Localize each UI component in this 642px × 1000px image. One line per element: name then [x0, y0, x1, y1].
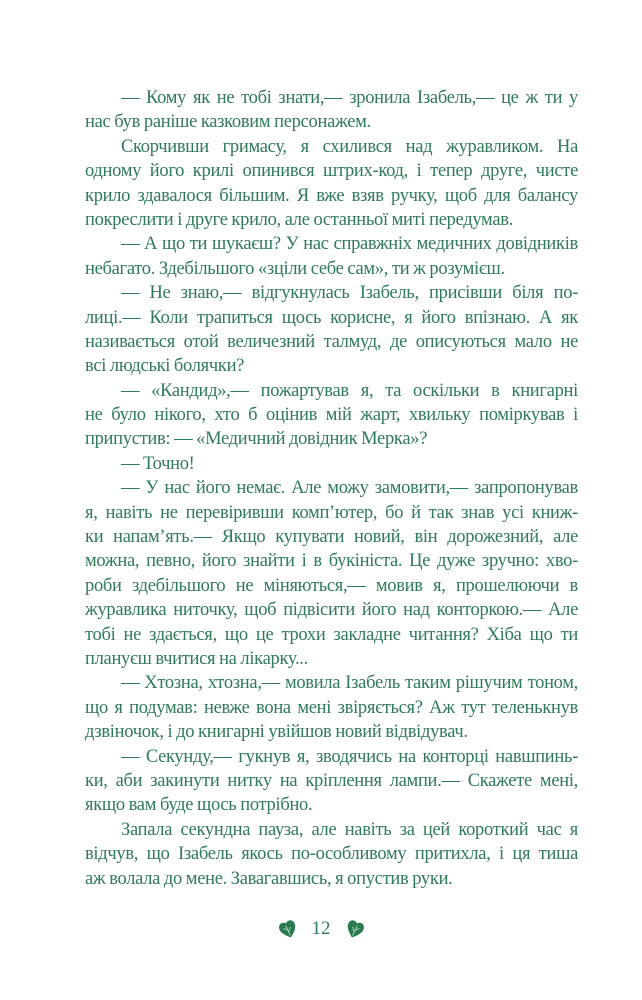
paragraph: [85, 452, 578, 476]
text-line: Скорчивши гримасу, я схилився над журавликом. На: [121, 136, 578, 157]
paragraph: [85, 86, 578, 135]
text-line: я, навіть не перевіривши комп’ютер, бо й так знав усі книж-: [85, 502, 578, 523]
text-line: — Хтозна, хтозна,— мовила Ізабель таким рішучим тоном,: [121, 673, 578, 694]
text-line: — Кому як не тобі знати,— зронила Ізабель,— це ж ти у: [121, 88, 578, 108]
text-line: — А що ти шукаєш? У нас справжніх медичних довідників: [121, 234, 578, 255]
paragraph: [85, 379, 578, 452]
text-line: ки, аби закинути нитку на кріплення лампи.— Скажете мені,: [85, 770, 578, 791]
paragraph: [85, 745, 578, 818]
text-line: Запала секундна пауза, але навіть за цей короткий час я: [121, 819, 578, 840]
text-line: — «Кандид»,— пожартував я, та оскільки в книгарні: [121, 380, 578, 401]
text-line: покреслити і друге крило, але останньої миті передумав.: [85, 209, 513, 230]
text-line: можна, певно, його знайти і в букініста. Це дуже зручно: хво-: [85, 551, 578, 572]
paragraph: [85, 818, 578, 891]
text-line: — Не знаю,— відгукнулась Ізабель, присівши біля по-: [121, 283, 578, 304]
text-line: тобі не здається, що це трохи закладне читання? Хіба що ти: [85, 624, 578, 645]
text-line: називається отой величезний талмуд, де описуються мало не: [85, 331, 578, 352]
page-footer: [0, 918, 642, 940]
text-line: — Секунду,— гукнув я, зводячись на конторці навшпинь-: [121, 746, 578, 767]
text-line: аж волала до мене. Завагавшись, я опустив руки.: [85, 868, 453, 889]
text-line: журавлика ниточку, щоб підвісити його над конторкою.— Але: [85, 600, 578, 621]
paragraph: [85, 671, 578, 744]
text-line: дзвіночок, і до книгарні увійшов новий відвідувач.: [85, 722, 468, 743]
text-line: відчув, що Ізабель якось по-особливому притихла, і ця тиша: [85, 844, 578, 865]
page-body-text: [85, 86, 578, 891]
paragraph: [85, 476, 578, 671]
text-line: плануєш вчитися на лікарку...: [85, 648, 308, 669]
paragraph: [85, 281, 578, 379]
leaf-icon: [278, 919, 298, 939]
text-line: — У нас його немає. Але можу замовити,— запропонував: [121, 478, 578, 499]
text-line: крило здавалося більшим. Я вже взяв ручку, щоб для балансу: [85, 185, 578, 206]
text-line: роби здебільшого не міняються,— мовив я, прошелюючи в: [85, 575, 578, 596]
text-line: небагато. Здебільшого «зціли себе сам», ти ж розумієш.: [85, 258, 505, 279]
text-line: нас був раніше казковим персонажем.: [85, 112, 371, 133]
page-number: 12: [311, 918, 331, 939]
text-line: одному його крилі опинився штрих-код, і тепер друге, чисте: [85, 161, 578, 182]
text-line: всі людські болячки?: [85, 356, 245, 377]
text-line: — Точно!: [121, 453, 195, 474]
text-line: якщо вам буде щось потрібно.: [85, 795, 313, 816]
text-line: лиці.— Коли трапиться щось корисне, я його впізнаю. А як: [85, 307, 578, 328]
text-line: ки напам’ять.— Якщо купувати новий, він дорожезний, але: [85, 527, 578, 548]
text-line: не було нікого, хто б оцінив мій жарт, хвильку поміркував і: [85, 405, 578, 426]
text-line: що я подумав: невже вона мені звіряється? Аж тут теленькнув: [85, 697, 578, 718]
paragraph: [85, 232, 578, 281]
leaf-icon: [345, 919, 365, 939]
text-line: припустив: — «Медичний довідник Мерка»?: [85, 429, 428, 450]
paragraph: [85, 135, 578, 233]
